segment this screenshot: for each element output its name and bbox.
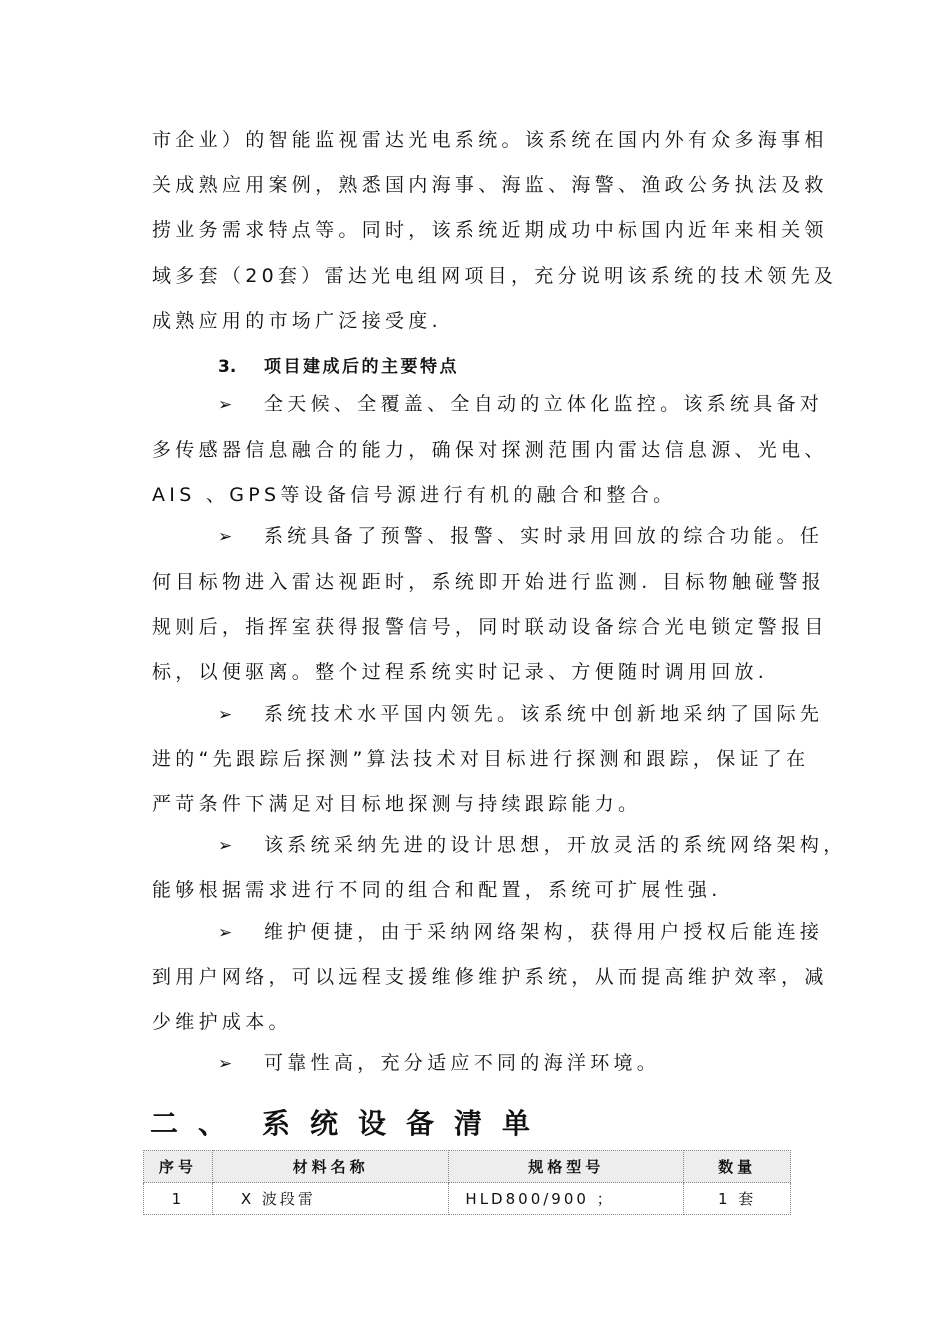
cell-index: 1 [144, 1183, 213, 1215]
paragraph-line: 能够根据需求进行不同的组合和配置，系统可扩展性强. [152, 879, 722, 901]
bullet-arrow-icon: ➢ [218, 1054, 233, 1074]
bullet-arrow-icon: ➢ [218, 836, 233, 856]
paragraph-line: 何目标物进入雷达视距时，系统即开始进行监测. 目标物触碰警报 [152, 571, 826, 593]
bullet-text: 系统具备了预警、报警、实时录用回放的综合功能。任 [264, 525, 824, 547]
bullet-item [218, 392, 823, 417]
bullet-arrow-icon: ➢ [218, 395, 233, 415]
paragraph-line: 标，以便驱离。整个过程系统实时记录、方便随时调用回放. [152, 661, 769, 683]
chapter-title: 系统设备清单 [262, 1107, 551, 1140]
bullet-item [218, 1051, 660, 1076]
section-heading [218, 352, 459, 377]
bullet-text: 可靠性高，充分适应不同的海洋环境。 [264, 1052, 661, 1074]
bullet-item [218, 920, 823, 945]
header-material-name: 材料名称 [212, 1151, 449, 1183]
bullet-text: 系统技术水平国内领先。该系统中创新地采纳了国际先 [264, 703, 824, 725]
section-title: 项目建成后的主要特点 [264, 357, 459, 377]
paragraph-line: 关成熟应用案例，熟悉国内海事、海监、海警、渔政公务执法及救 [152, 174, 828, 196]
paragraph-line: 多传感器信息融合的能力，确保对探测范围内雷达信息源、光电、 [152, 439, 828, 461]
cell-material-name: X 波段雷 [212, 1183, 449, 1215]
paragraph-line: 到用户网络，可以远程支援维修维护系统，从而提高维护效率，减 [152, 966, 828, 988]
paragraph-line: 进的“先跟踪后探测”算法技术对目标进行探测和跟踪，保证了在 [152, 748, 810, 770]
header-quantity: 数量 [684, 1151, 791, 1183]
bullet-item [218, 702, 823, 727]
chapter-number: 二、 [150, 1107, 247, 1140]
cell-model: HLD800/900 ； [449, 1183, 684, 1215]
paragraph-line: 严苛条件下满足对目标地探测与持续跟踪能力。 [152, 793, 642, 815]
bullet-item [218, 524, 823, 549]
paragraph-line: AIS 、GPS等设备信号源进行有机的融合和整合。 [152, 484, 677, 506]
paragraph-line: 捞业务需求特点等。同时，该系统近期成功中标国内近年来相关领 [152, 219, 828, 241]
header-index: 序号 [144, 1151, 213, 1183]
paragraph-line: 少维护成本。 [152, 1011, 292, 1033]
paragraph-line: 规则后，指挥室获得报警信号，同时联动设备综合光电锁定警报目 [152, 616, 828, 638]
bullet-text: 维护便捷，由于采纳网络架构，获得用户授权后能连接 [264, 921, 824, 943]
bullet-arrow-icon: ➢ [218, 705, 233, 725]
header-model: 规格型号 [449, 1151, 684, 1183]
bullet-arrow-icon: ➢ [218, 527, 233, 547]
bullet-text: 全天候、全覆盖、全自动的立体化监控。该系统具备对 [264, 393, 824, 415]
cell-quantity: 1 套 [684, 1183, 791, 1215]
section-number: 3. [218, 357, 237, 377]
paragraph-line: 成熟应用的市场广泛接受度. [152, 310, 442, 332]
equipment-table [143, 1150, 791, 1215]
bullet-text: 该系统采纳先进的设计思想，开放灵活的系统网络架构， [264, 834, 847, 856]
paragraph-line: 市企业）的智能监视雷达光电系统。该系统在国内外有众多海事相 [152, 129, 828, 151]
bullet-arrow-icon: ➢ [218, 923, 233, 943]
bullet-item [218, 833, 847, 858]
chapter-heading [150, 1102, 550, 1142]
paragraph-line: 域多套（20套）雷达光电组网项目，充分说明该系统的技术领先及 [152, 265, 838, 287]
table-row [144, 1183, 791, 1215]
table-header-row [144, 1151, 791, 1183]
